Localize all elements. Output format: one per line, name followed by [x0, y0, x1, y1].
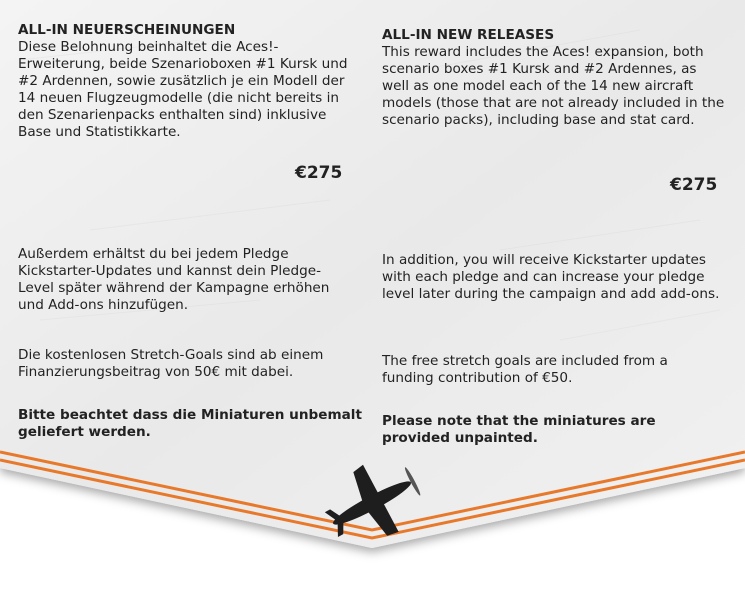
left-info-paragraph: Außerdem erhältst du bei jedem Pledge Kickstarter-Updates und kannst dein Pledge-Level später während der Kampagne erhöhen und Add-ons hinzufügen.	[18, 246, 330, 313]
right-unpainted-note: Please note that the miniatures are provided unpainted.	[382, 413, 656, 446]
right-info-paragraph: In addition, you will receive Kickstarter updates with each pledge and can increase your pledge level later during the campaign and add add-ons.	[382, 252, 720, 302]
right-reward-description: This reward includes the Aces! expansion, both scenario boxes #1 Kursk and #2 Ardennes, as well as one model each of the 14 new aircraft models (those that are not already included in the scenario packs), including base and stat card.	[382, 44, 725, 128]
left-price: €275	[295, 163, 343, 183]
left-reward-title: ALL-IN NEUERSCHEINUNGEN	[18, 22, 236, 38]
right-reward-title: ALL-IN NEW RELEASES	[382, 27, 555, 43]
left-reward-block	[18, 22, 363, 141]
left-reward-description: Diese Belohnung beinhaltet die Aces!-Erweiterung, beide Szenarioboxen #1 Kursk und #2 Ardennen, sowie zusätzlich je ein Modell der 14 neuen Flugzeugmodelle (die nicht bereits in den Szenarienpacks enthalten sind) inklusive Base und Statistikkarte.	[18, 39, 348, 140]
left-unpainted-note: Bitte beachtet dass die Miniaturen unbemalt geliefert werden.	[18, 407, 362, 440]
right-price: €275	[670, 175, 718, 195]
right-reward-block	[382, 27, 727, 129]
left-stretch-goals-paragraph: Die kostenlosen Stretch-Goals sind ab einem Finanzierungsbeitrag von 50€ mit dabei.	[18, 347, 324, 380]
right-stretch-goals-paragraph: The free stretch goals are included from a funding contribution of €50.	[382, 353, 668, 386]
